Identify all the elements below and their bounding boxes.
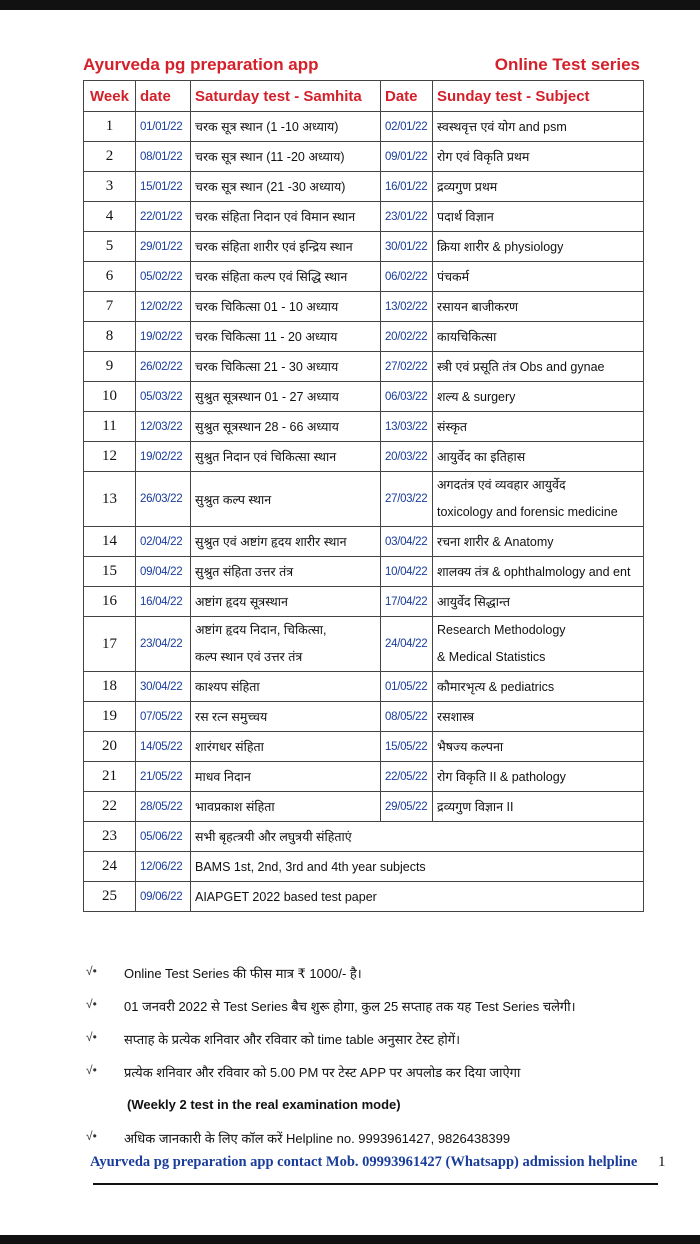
sunday-date-cell: 23/01/22 [381,202,433,232]
samhita-cell: माधव निदान [191,762,381,792]
saturday-date-cell: 09/04/22 [136,557,191,587]
table-row [84,557,644,587]
saturday-date-cell: 01/01/22 [136,112,191,142]
week-cell: 23 [84,822,136,852]
table-row [84,762,644,792]
saturday-date-cell: 05/02/22 [136,262,191,292]
subject-cell: क्रिया शारीर & physiology [433,232,644,262]
sunday-date-cell: 02/01/22 [381,112,433,142]
subject-cell-line: & Medical Statistics [437,650,546,664]
sunday-date-cell: 29/05/22 [381,792,433,822]
sunday-date-cell: 03/04/22 [381,527,433,557]
sunday-date-cell: 06/03/22 [381,382,433,412]
note-item [86,1028,676,1061]
subject-cell: कौमारभृत्य & pediatrics [433,672,644,702]
saturday-date-cell: 14/05/22 [136,732,191,762]
samhita-cell: सुश्रुत सूत्रस्थान 01 - 27 अध्याय [191,382,381,412]
subject-cell: द्रव्यगुण विज्ञान II [433,792,644,822]
week-cell: 6 [84,262,136,292]
sunday-date-cell: 27/03/22 [381,472,433,527]
header-week: Week [84,81,136,112]
samhita-cell: भावप्रकाश संहिता [191,792,381,822]
table-row [84,702,644,732]
week-cell: 15 [84,557,136,587]
table-row [84,587,644,617]
saturday-date-cell: 21/05/22 [136,762,191,792]
subject-cell: रचना शारीर & Anatomy [433,527,644,557]
week-cell: 5 [84,232,136,262]
week-cell: 20 [84,732,136,762]
week-cell: 25 [84,882,136,912]
subject-cell: शल्य & surgery [433,382,644,412]
combined-test-cell: BAMS 1st, 2nd, 3rd and 4th year subjects [191,852,644,882]
saturday-date-cell: 29/01/22 [136,232,191,262]
samhita-cell: रस रत्न समुच्चय [191,702,381,732]
samhita-cell: चरक चिकित्सा 11 - 20 अध्याय [191,322,381,352]
saturday-date-cell: 16/04/22 [136,587,191,617]
sunday-date-cell: 09/01/22 [381,142,433,172]
samhita-cell: सुश्रुत सूत्रस्थान 28 - 66 अध्याय [191,412,381,442]
samhita-cell: चरक सूत्र स्थान (21 -30 अध्याय) [191,172,381,202]
week-cell: 4 [84,202,136,232]
page-number: 1 [658,1154,666,1170]
check-icon: √• [86,964,97,978]
week-cell: 18 [84,672,136,702]
samhita-cell: सुश्रुत निदान एवं चिकित्सा स्थान [191,442,381,472]
week-cell: 8 [84,322,136,352]
weekly-test-note: (Weekly 2 test in the real examination mode) [127,1097,401,1112]
table-row [84,202,644,232]
saturday-date-cell: 19/02/22 [136,322,191,352]
table-header-row [84,81,644,112]
note-text: 01 जनवरी 2022 से Test Series बैच शुरू होगा, कुल 25 सप्ताह तक यह Test Series चलेगी। [124,999,576,1014]
samhita-cell: चरक सूत्र स्थान (1 -10 अध्याय) [191,112,381,142]
series-title: Online Test series [494,55,640,74]
sunday-date-cell: 30/01/22 [381,232,433,262]
table-row [84,412,644,442]
saturday-date-cell: 12/02/22 [136,292,191,322]
week-cell: 3 [84,172,136,202]
saturday-date-cell: 15/01/22 [136,172,191,202]
week-cell: 21 [84,762,136,792]
saturday-date-cell: 09/06/22 [136,882,191,912]
samhita-cell: चरक संहिता कल्प एवं सिद्धि स्थान [191,262,381,292]
table-row [84,527,644,557]
saturday-date-cell: 05/06/22 [136,822,191,852]
app-title: Ayurveda pg preparation app [83,55,319,74]
week-cell: 13 [84,472,136,527]
table-row [84,292,644,322]
saturday-date-cell: 28/05/22 [136,792,191,822]
combined-test-cell: सभी बृहत्त्रयी और लघुत्रयी संहिताएं [191,822,644,852]
note-text: प्रत्येक शनिवार और रविवार को 5.00 PM पर टेस्ट APP पर अपलोड कर दिया जाऐगा [124,1065,521,1080]
table-row [84,172,644,202]
week-cell: 19 [84,702,136,732]
subject-cell: शालक्य तंत्र & ophthalmology and ent [433,557,644,587]
samhita-cell: सुश्रुत संहिता उत्तर तंत्र [191,557,381,587]
subject-cell: पंचकर्म [433,262,644,292]
samhita-cell [191,617,381,672]
subject-cell: रसायन बाजीकरण [433,292,644,322]
subject-cell: संस्कृत [433,412,644,442]
samhita-cell: चरक संहिता शारीर एवं इन्द्रिय स्थान [191,232,381,262]
week-cell: 22 [84,792,136,822]
saturday-date-cell: 07/05/22 [136,702,191,732]
sunday-date-cell: 06/02/22 [381,262,433,292]
week-cell: 1 [84,112,136,142]
table-row [84,732,644,762]
bottom-black-bar [0,1235,700,1244]
subject-cell: रोग एवं विकृति प्रथम [433,142,644,172]
sunday-date-cell: 20/03/22 [381,442,433,472]
samhita-cell: चरक चिकित्सा 21 - 30 अध्याय [191,352,381,382]
table-row [84,882,644,912]
week-cell: 16 [84,587,136,617]
week-cell: 9 [84,352,136,382]
samhita-cell: चरक चिकित्सा 01 - 10 अध्याय [191,292,381,322]
week-cell: 17 [84,617,136,672]
table-row [84,322,644,352]
saturday-date-cell: 26/02/22 [136,352,191,382]
table-row [84,617,644,672]
subject-cell: स्त्री एवं प्रसूति तंत्र Obs and gynae [433,352,644,382]
samhita-cell: सुश्रुत कल्प स्थान [191,472,381,527]
table-row [84,792,644,822]
table-row [84,472,644,527]
header-sunday: Sunday test - Subject [433,81,644,112]
sunday-date-cell: 01/05/22 [381,672,433,702]
note-item [86,995,676,1028]
table-row [84,382,644,412]
subject-cell: आयुर्वेद का इतिहास [433,442,644,472]
note-text: Online Test Series की फीस मात्र ₹ 1000/- है। [124,966,362,981]
saturday-date-cell: 30/04/22 [136,672,191,702]
table-row [84,232,644,262]
header-saturday: Saturday test - Samhita [191,81,381,112]
samhita-cell: चरक संहिता निदान एवं विमान स्थान [191,202,381,232]
table-row [84,822,644,852]
notes-list [86,962,676,1094]
schedule-body [84,112,644,912]
combined-test-cell: AIAPGET 2022 based test paper [191,882,644,912]
week-cell: 2 [84,142,136,172]
schedule-table [83,80,644,912]
sunday-date-cell: 16/01/22 [381,172,433,202]
saturday-date-cell: 12/03/22 [136,412,191,442]
note-text: अधिक जानकारी के लिए कॉल करें Helpline no. 9993961427, 9826438399 [124,1131,511,1146]
table-row [84,142,644,172]
saturday-date-cell: 05/03/22 [136,382,191,412]
note-item [86,1061,676,1094]
samhita-cell: काश्यप संहिता [191,672,381,702]
saturday-date-cell: 08/01/22 [136,142,191,172]
subject-cell: द्रव्यगुण प्रथम [433,172,644,202]
table-row [84,262,644,292]
footer-rule [93,1183,658,1185]
subject-cell: आयुर्वेद सिद्धान्त [433,587,644,617]
top-black-bar [0,0,700,10]
subject-cell: पदार्थ विज्ञान [433,202,644,232]
table-row [84,442,644,472]
saturday-date-cell: 12/06/22 [136,852,191,882]
subject-cell [433,472,644,527]
samhita-cell-line: कल्प स्थान एवं उत्तर तंत्र [195,650,303,664]
subject-cell: रोग विकृति II & pathology [433,762,644,792]
subject-cell-line: Research Methodology [437,623,566,637]
subject-cell [433,617,644,672]
week-cell: 10 [84,382,136,412]
samhita-cell: सुश्रुत एवं अष्टांग हृदय शारीर स्थान [191,527,381,557]
sunday-date-cell: 20/02/22 [381,322,433,352]
sunday-date-cell: 08/05/22 [381,702,433,732]
samhita-cell: शारंगधर संहिता [191,732,381,762]
subject-cell: स्वस्थवृत्त एवं योग and psm [433,112,644,142]
check-icon: √• [86,1030,97,1044]
note-text: सप्ताह के प्रत्येक शनिवार और रविवार को time table अनुसार टेस्ट होगें। [124,1032,461,1047]
saturday-date-cell: 02/04/22 [136,527,191,557]
subject-cell-line: अगदतंत्र एवं व्यवहार आयुर्वेद [437,478,566,492]
saturday-date-cell: 19/02/22 [136,442,191,472]
header-sunday-date: Date [381,81,433,112]
sunday-date-cell: 15/05/22 [381,732,433,762]
week-cell: 14 [84,527,136,557]
sunday-date-cell: 17/04/22 [381,587,433,617]
sunday-date-cell: 24/04/22 [381,617,433,672]
samhita-cell-line: अष्टांग हृदय निदान, चिकित्सा, [195,623,327,637]
table-row [84,352,644,382]
samhita-cell: चरक सूत्र स्थान (11 -20 अध्याय) [191,142,381,172]
sunday-date-cell: 27/02/22 [381,352,433,382]
saturday-date-cell: 23/04/22 [136,617,191,672]
week-cell: 24 [84,852,136,882]
check-icon: √• [86,997,97,1011]
saturday-date-cell: 26/03/22 [136,472,191,527]
table-row [84,672,644,702]
saturday-date-cell: 22/01/22 [136,202,191,232]
week-cell: 11 [84,412,136,442]
check-icon: √• [86,1063,97,1077]
subject-cell-line: toxicology and forensic medicine [437,505,618,519]
note-item [86,962,676,995]
header-date: date [136,81,191,112]
subject-cell: कायचिकित्सा [433,322,644,352]
samhita-cell: अष्टांग हृदय सूत्रस्थान [191,587,381,617]
table-row [84,852,644,882]
sunday-date-cell: 13/03/22 [381,412,433,442]
table-row [84,112,644,142]
week-cell: 12 [84,442,136,472]
sunday-date-cell: 13/02/22 [381,292,433,322]
subject-cell: भैषज्य कल्पना [433,732,644,762]
sunday-date-cell: 10/04/22 [381,557,433,587]
subject-cell: रसशास्त्र [433,702,644,732]
check-icon: √• [86,1129,97,1143]
footer-contact: Ayurveda pg preparation app contact Mob. 09993961427 (Whatsapp) admission helpline [90,1154,638,1170]
week-cell: 7 [84,292,136,322]
sunday-date-cell: 22/05/22 [381,762,433,792]
